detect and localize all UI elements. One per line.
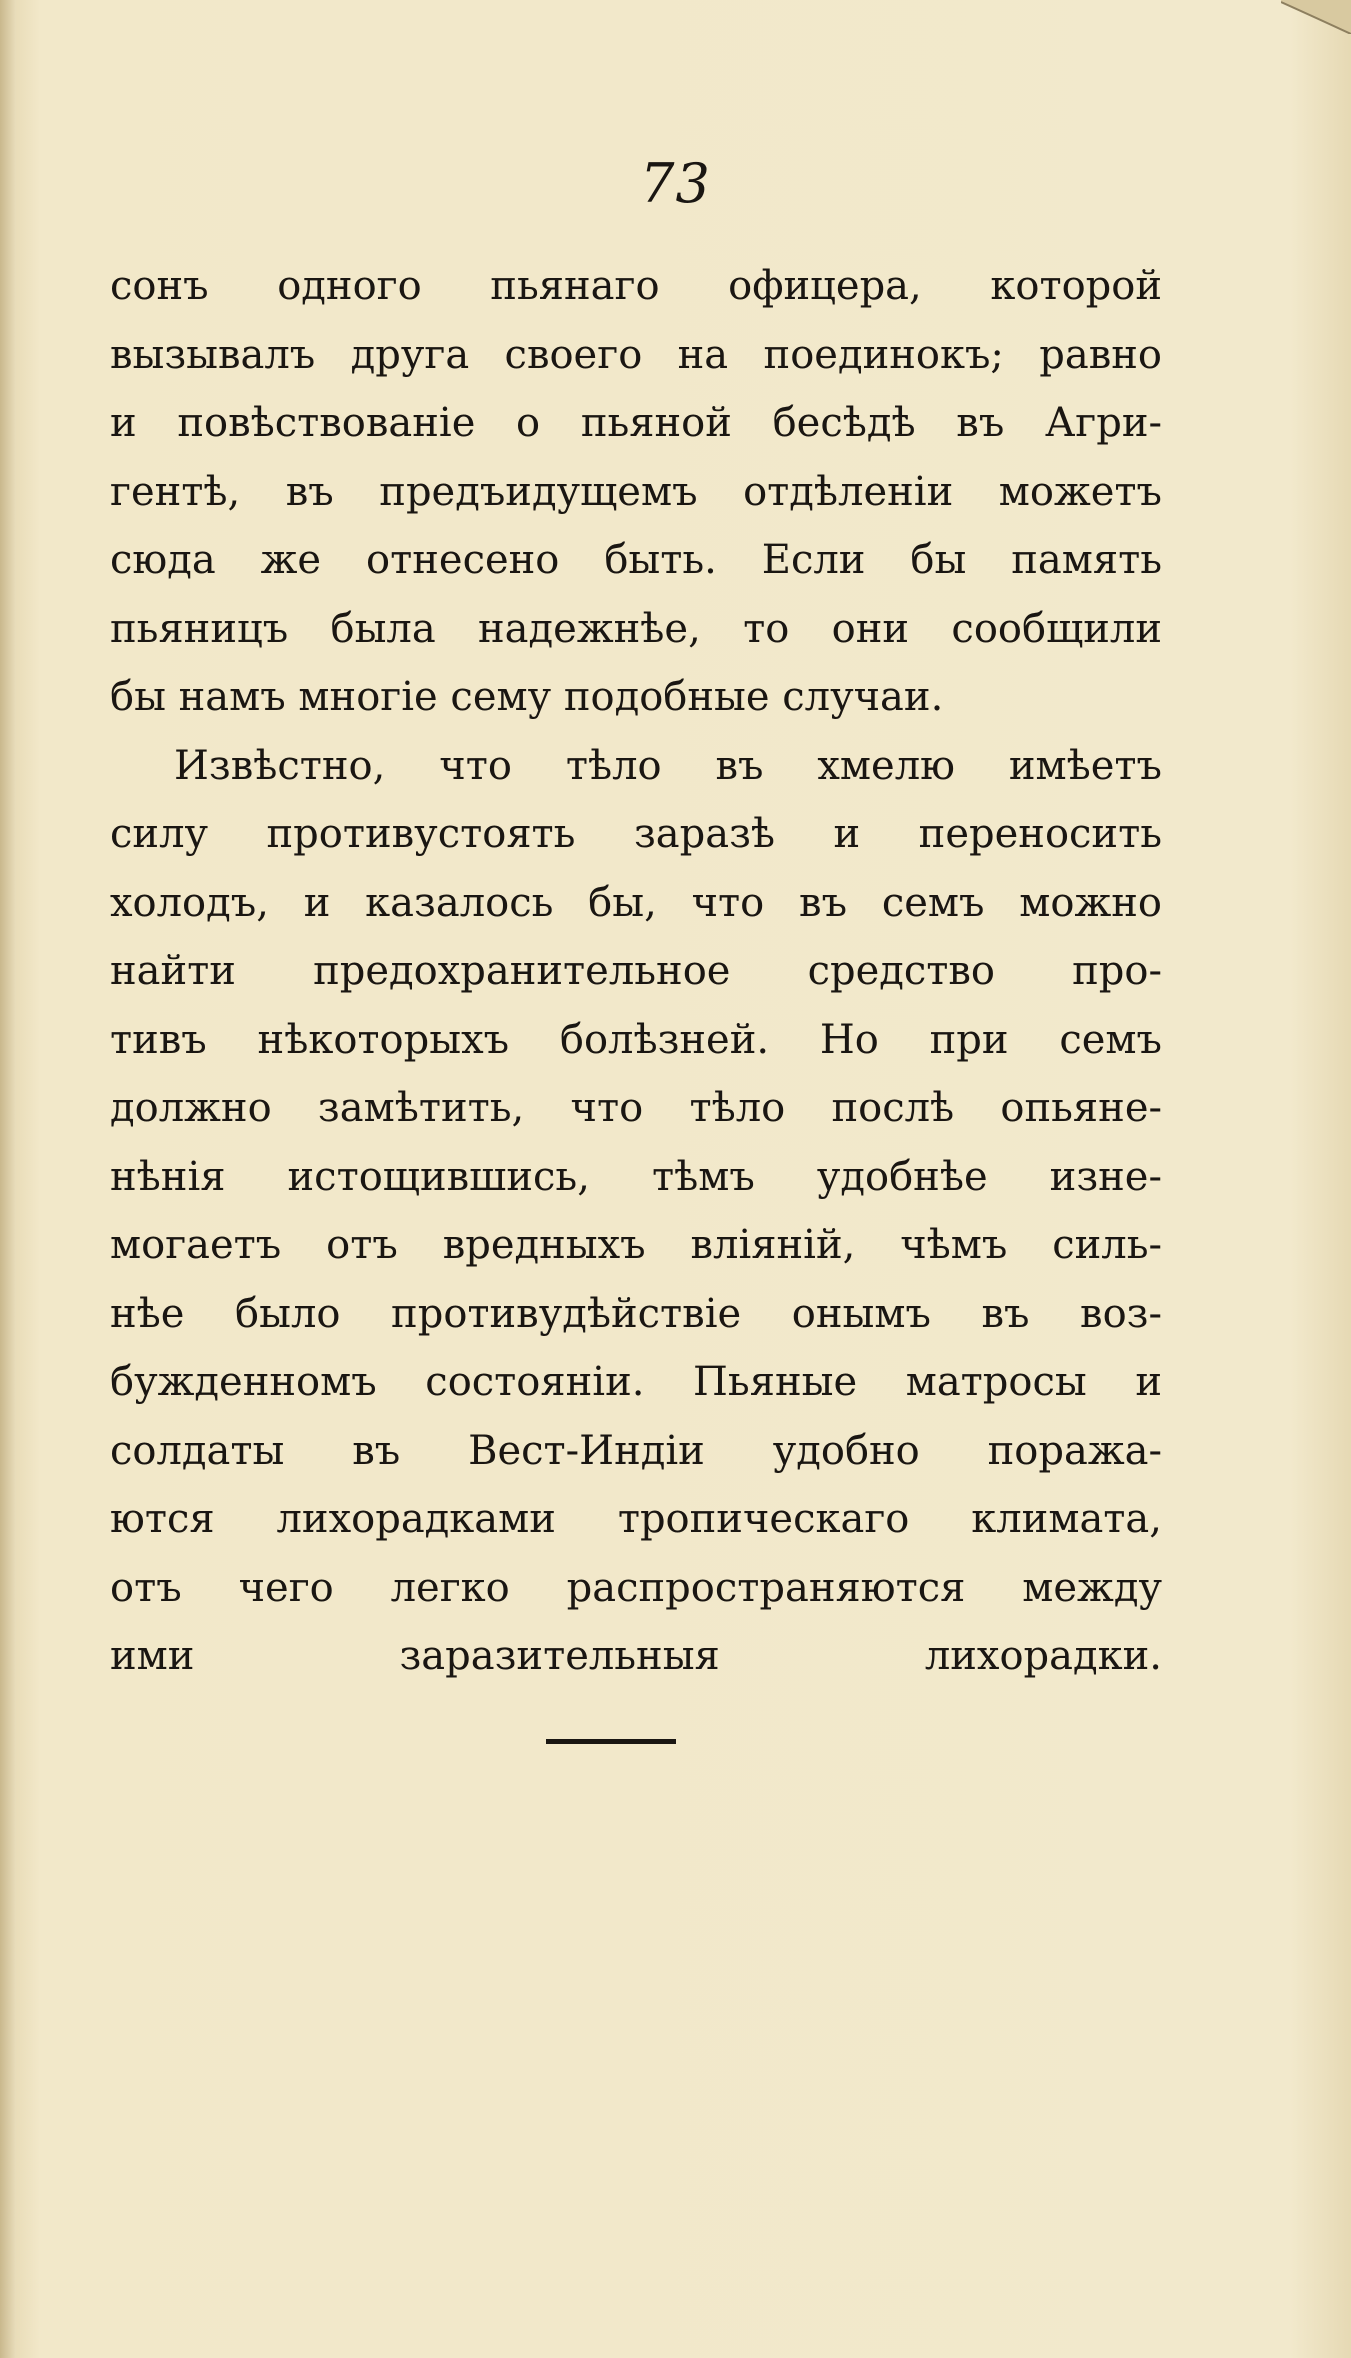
text-line <box>110 1691 1162 1760</box>
text-line: Извѣстно, что тѣло въ хмелю имѣетъ <box>174 742 1162 789</box>
text-line: должно замѣтить, что тѣло послѣ опьяне- <box>110 1085 1162 1131</box>
text-line: могаетъ отъ вредныхъ вліяній, чѣмъ силь- <box>110 1222 1162 1268</box>
binding-edge <box>0 0 16 2358</box>
text-line: бы намъ многіе сему подобные случаи. <box>110 674 944 720</box>
text-line: силу противустоять заразѣ и переносить <box>110 811 1162 857</box>
text-line: ются лихорадками тропическаго климата, <box>110 1496 1162 1542</box>
text-line: и повѣствованіе о пьяной бесѣдѣ въ Агри- <box>110 400 1162 446</box>
text-line: сюда же отнесено быть. Если бы память <box>110 537 1162 583</box>
text-line: ими заразительныя лихорадки. <box>110 1633 1162 1679</box>
text-line: сонъ одного пьянаго офицера, которой <box>110 263 1162 309</box>
page-number: 73 <box>640 152 711 215</box>
page-corner-curl <box>1281 0 1351 34</box>
text-line: гентѣ, въ предъидущемъ отдѣленіи можетъ <box>110 468 1162 515</box>
text-line: тивъ нѣкоторыхъ болѣзней. Но при семъ <box>110 1016 1162 1063</box>
text-line: холодъ, и казалось бы, что въ семъ можно <box>110 879 1162 926</box>
text-line: нѣнія истощившись, тѣмъ удобнѣе изне- <box>110 1153 1162 1200</box>
text-line: нѣе было противудѣйствіе онымъ въ воз- <box>110 1290 1162 1337</box>
paragraph-2 <box>110 732 1162 1760</box>
text-line: вызывалъ друга своего на поединокъ; равно <box>110 331 1162 378</box>
text-line: пьяницъ была надежнѣе, то они сообщили <box>110 605 1162 652</box>
text-line: солдаты въ Вест-Индіи удобно поража- <box>110 1427 1162 1474</box>
body-text <box>110 252 1162 1759</box>
text-line: найти предохранительное средство про- <box>110 948 1162 994</box>
section-end-rule <box>546 1739 676 1744</box>
text-line: бужденномъ состояніи. Пьяные матросы и <box>110 1359 1162 1405</box>
text-line: отъ чего легко распространяются между <box>110 1564 1162 1611</box>
paragraph-1 <box>110 252 1162 732</box>
